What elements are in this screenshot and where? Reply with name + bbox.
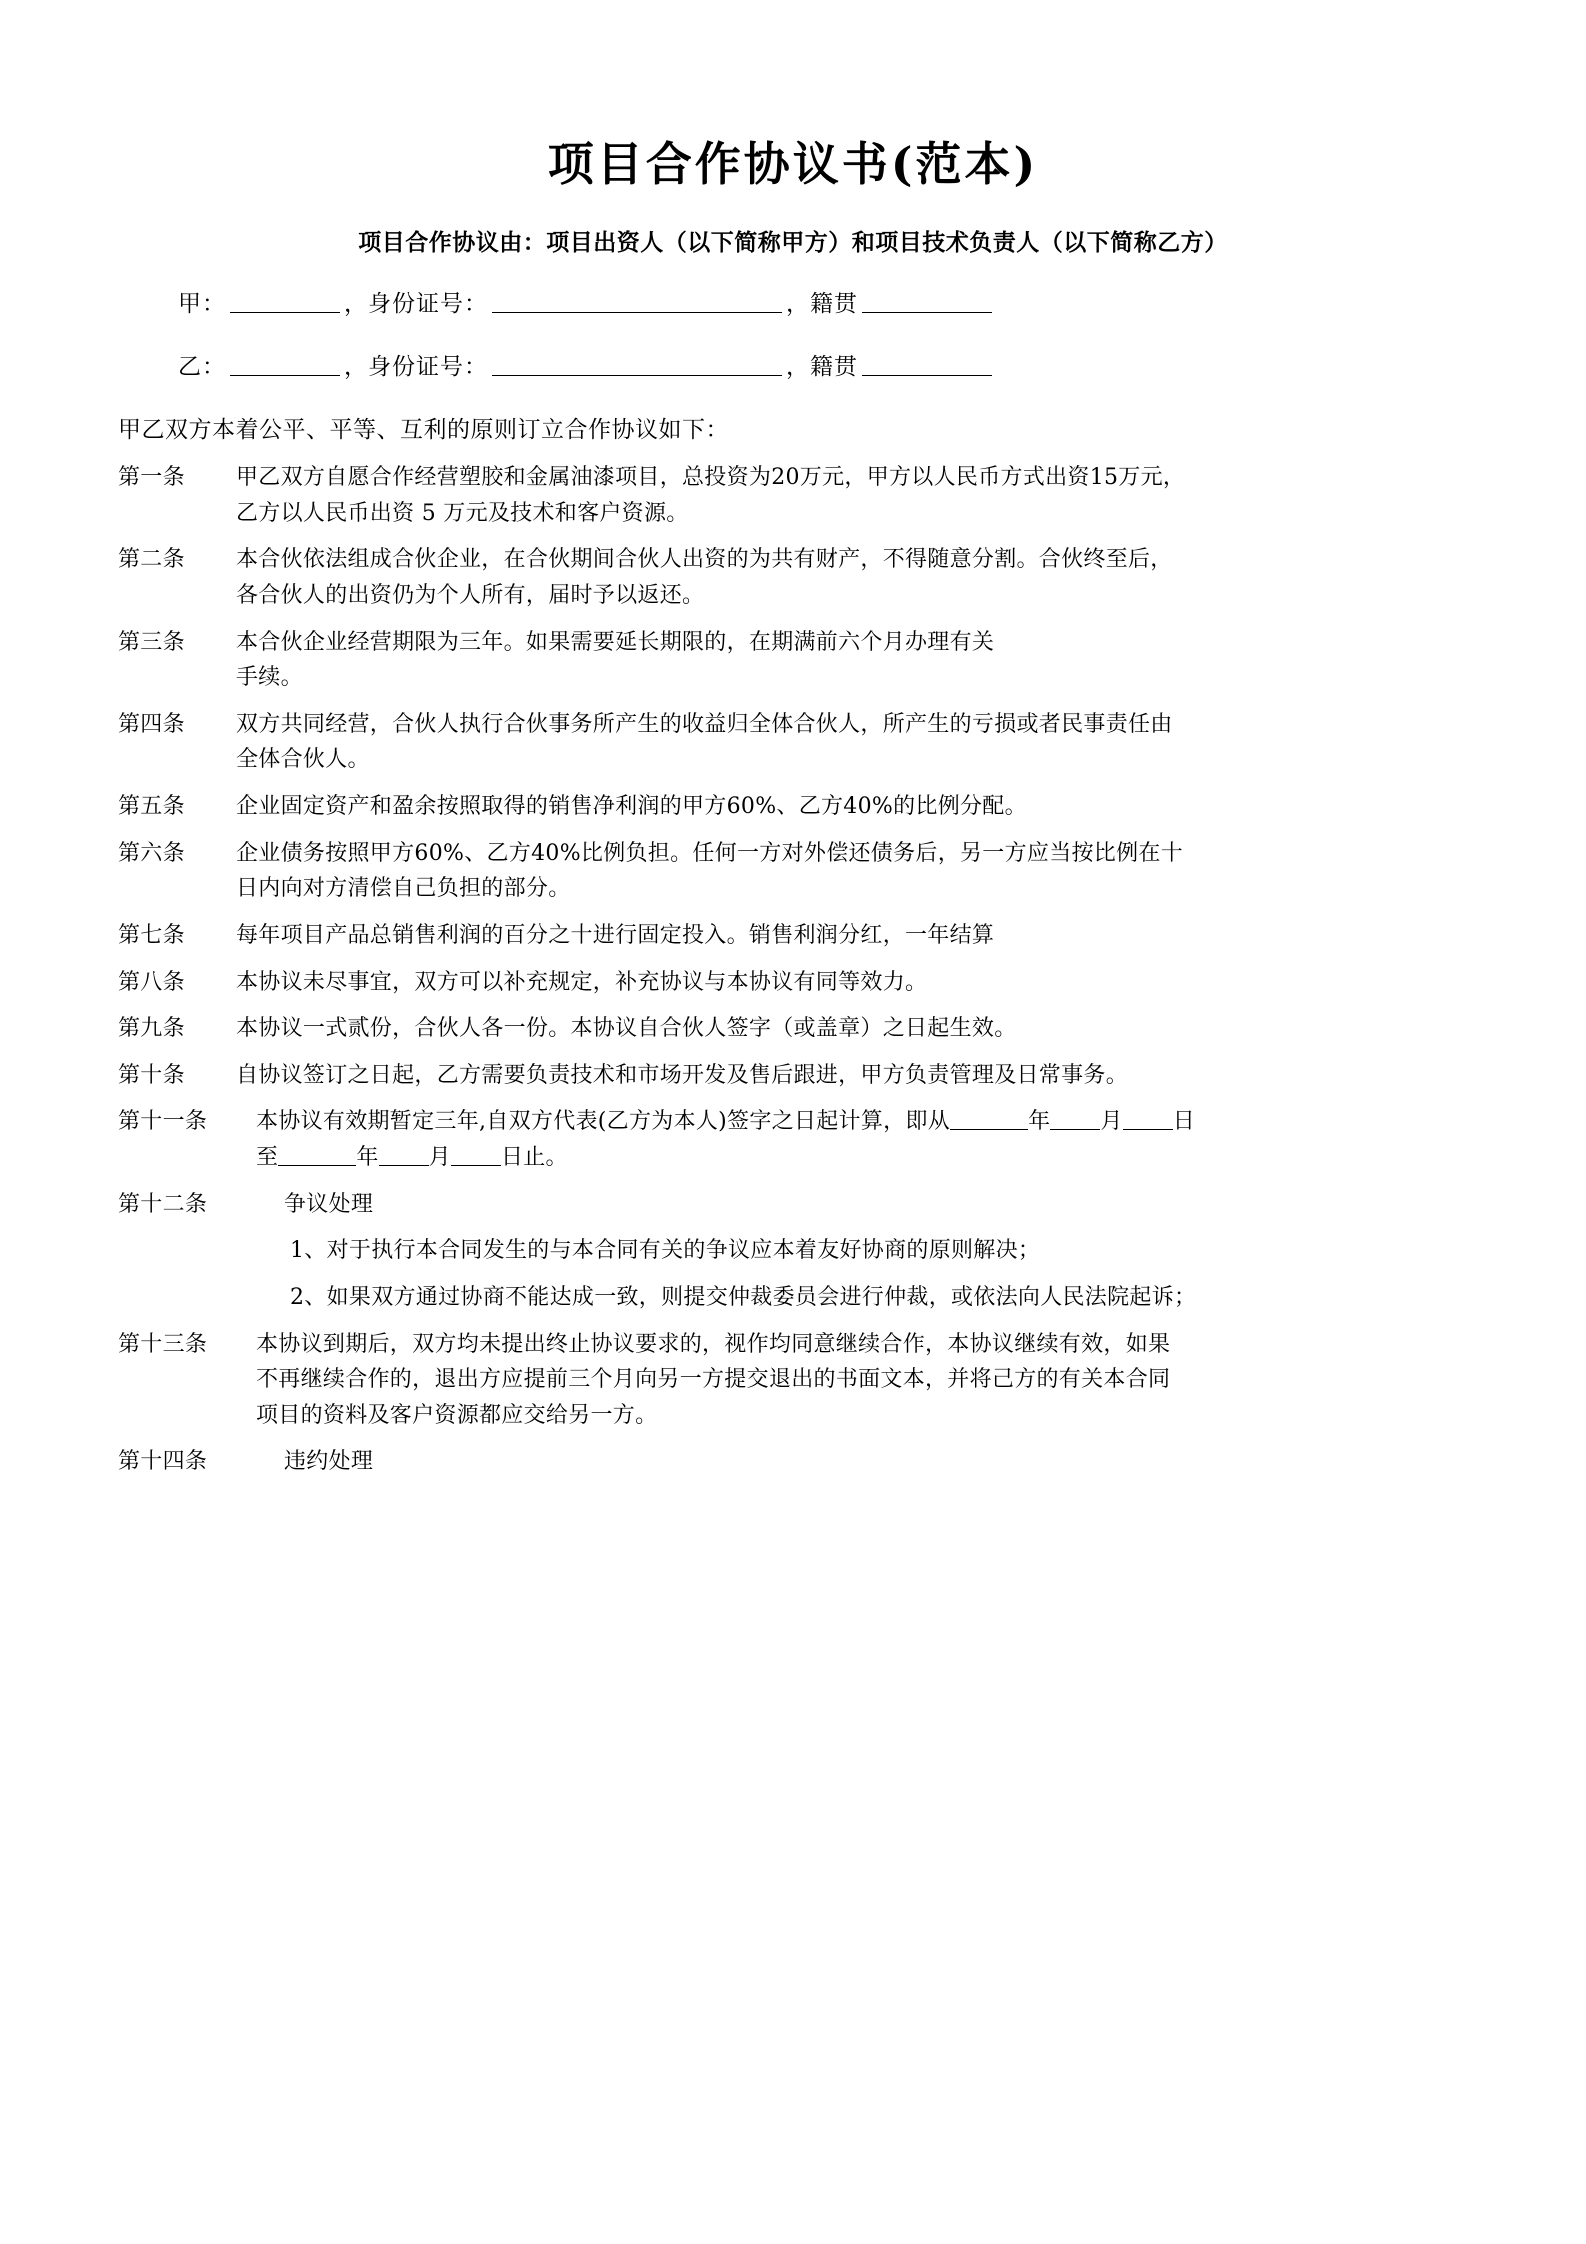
clause-5 [118, 789, 1468, 825]
clause-1-body [236, 460, 1468, 531]
clause-4 [118, 707, 1468, 778]
clause-11-number: 第十一条 [118, 1109, 208, 1135]
party-a-line [118, 285, 1468, 318]
clause-2-body [236, 542, 1468, 613]
party-a-label: 甲： [178, 291, 226, 317]
clause-7-body [236, 918, 1468, 954]
clause-6-line-2: 日内向对方清偿自己负担的部分。 [236, 876, 571, 902]
clause-11-text-start: 本协议有效期暂定三年,自双方代表(乙方为本人)签字之日起计算，即从 [256, 1109, 951, 1135]
clause-3-line-1: 本合伙企业经营期限为三年。如果需要延长期限的，在期满前六个月办理有关 [236, 629, 995, 655]
clause-9 [118, 1011, 1468, 1047]
clause-12-number: 第十二条 [118, 1191, 208, 1217]
party-a-id-blank[interactable] [492, 312, 782, 313]
clause-1-line-1: 甲乙双方自愿合作经营塑胶和金属油漆项目，总投资为20万元，甲方以人民币方式出资15万元， [236, 465, 1186, 490]
party-b-name-blank[interactable] [230, 375, 340, 376]
clause-13 [118, 1327, 1468, 1434]
clause-5-line-1: 企业固定资产和盈余按照取得的销售净利润的甲方60%、乙方40%的比例分配。 [236, 794, 1027, 819]
clause-11-body [256, 1104, 1468, 1175]
clause-13-line-1: 本协议到期后，双方均未提出终止协议要求的，视作均同意继续合作，本协议继续有效，如果 [256, 1331, 1171, 1357]
clause-6-line-1: 企业债务按照甲方60%、乙方40%比例负担。任何一方对外偿还债务后，另一方应当按比例在十 [236, 840, 1183, 866]
subtitle-bold-part: 项目合作协议由： [358, 229, 547, 256]
clause-12-title: 争议处理 [284, 1191, 374, 1217]
clause-12-body [256, 1187, 1468, 1223]
clause-5-body [236, 789, 1468, 825]
party-a-origin-label: ，籍贯 [786, 291, 858, 317]
end-year-blank[interactable] [278, 1165, 356, 1166]
party-a-origin-blank[interactable] [862, 312, 992, 313]
start-month-label: 月 [1100, 1109, 1123, 1135]
clause-4-body [236, 707, 1468, 778]
clause-1-number: 第一条 [118, 465, 185, 490]
clause-10-number: 第十条 [118, 1062, 185, 1088]
end-day-blank[interactable] [451, 1165, 501, 1166]
clause-14-body [256, 1444, 1468, 1480]
start-day-label: 日 [1172, 1109, 1195, 1135]
clause-11-text-until: 至 [256, 1145, 279, 1170]
clause-12-item-2: 2、如果双方通过协商不能达成一致，则提交仲裁委员会进行仲裁，或依法向人民法院起诉； [290, 1284, 1197, 1310]
clause-2-line-2: 各合伙人的出资仍为个人所有，届时予以返还。 [236, 582, 705, 608]
subtitle-rest-part: 项目出资人（以下简称甲方）和项目技术负责人（以下简称乙方） [546, 229, 1228, 256]
party-a-id-label: ，身份证号： [344, 291, 488, 317]
clause-14-number: 第十四条 [118, 1449, 208, 1475]
clause-6-body [236, 836, 1468, 907]
clause-2-line-1: 本合伙依法组成合伙企业，在合伙期间合伙人出资的为共有财产，不得随意分割。合伙终至后， [236, 547, 1173, 573]
clause-1 [118, 460, 1468, 531]
clause-2-number: 第二条 [118, 547, 185, 573]
clause-3 [118, 625, 1468, 696]
clause-13-body [256, 1327, 1468, 1434]
start-day-blank[interactable] [1123, 1129, 1173, 1130]
clause-12 [118, 1187, 1468, 1223]
clause-13-number: 第十三条 [118, 1331, 208, 1357]
clause-10-body [236, 1058, 1468, 1094]
start-year-blank[interactable] [950, 1129, 1028, 1130]
clause-11-line-1 [256, 1104, 1468, 1140]
agreement-intro: 甲乙双方本着公平、平等、互利的原则订立合作协议如下： [118, 417, 729, 443]
clause-11-line-2 [256, 1140, 1468, 1176]
clause-10-line-1: 自协议签订之日起，乙方需要负责技术和市场开发及售后跟进，甲方负责管理及日常事务。 [236, 1062, 1129, 1088]
clause-4-line-1: 双方共同经营，合伙人执行合伙事务所产生的收益归全体合伙人，所产生的亏损或者民事责任由 [236, 711, 1173, 737]
clause-9-number: 第九条 [118, 1016, 185, 1042]
clause-5-number: 第五条 [118, 794, 185, 819]
document-subtitle [118, 224, 1468, 257]
party-b-label: 乙： [178, 354, 226, 380]
clause-6 [118, 836, 1468, 907]
clause-8-number: 第八条 [118, 969, 185, 995]
start-year-label: 年 [1028, 1109, 1051, 1135]
clause-9-line-1: 本协议一式贰份，合伙人各一份。本协议自合伙人签字（或盖章）之日起生效。 [236, 1016, 1017, 1042]
clause-13-line-2: 不再继续合作的，退出方应提前三个月向另一方提交退出的书面文本，并将己方的有关本合同 [256, 1367, 1171, 1393]
clause-7 [118, 918, 1468, 954]
clause-14-title: 违约处理 [284, 1449, 374, 1475]
party-a-name-blank[interactable] [230, 312, 340, 313]
clause-13-line-3: 项目的资料及客户资源都应交给另一方。 [256, 1402, 658, 1428]
clause-2 [118, 542, 1468, 613]
clause-3-number: 第三条 [118, 629, 185, 655]
clause-4-line-2: 全体合伙人。 [236, 747, 370, 773]
party-b-id-blank[interactable] [492, 375, 782, 376]
clause-8-line-1: 本协议未尽事宜，双方可以补充规定，补充协议与本协议有同等效力。 [236, 969, 928, 995]
clause-1-line-2: 乙方以人民币出资 5 万元及技术和客户资源。 [236, 500, 689, 526]
clause-9-body [236, 1011, 1468, 1047]
end-year-label: 年 [356, 1145, 379, 1170]
clause-3-line-2: 手续。 [236, 665, 303, 691]
clause-12-item-1: 1、对于执行本合同发生的与本合同有关的争议应本着友好协商的原则解决； [290, 1238, 1041, 1264]
clause-4-number: 第四条 [118, 711, 185, 737]
party-b-origin-label: ，籍贯 [786, 354, 858, 380]
clause-8 [118, 965, 1468, 1001]
clause-6-number: 第六条 [118, 840, 185, 866]
clause-3-body [236, 625, 1468, 696]
clause-11 [118, 1104, 1468, 1175]
end-day-label: 日止。 [500, 1145, 568, 1170]
clause-8-body [236, 965, 1468, 1001]
party-b-line [118, 348, 1468, 381]
party-b-id-label: ，身份证号： [344, 354, 488, 380]
clause-14 [118, 1444, 1468, 1480]
page-title: 项目合作协议书(范本) [547, 137, 1039, 191]
party-b-origin-blank[interactable] [862, 375, 992, 376]
start-month-blank[interactable] [1050, 1129, 1100, 1130]
end-month-blank[interactable] [379, 1165, 429, 1166]
end-month-label: 月 [428, 1145, 451, 1170]
clause-7-line-1: 每年项目产品总销售利润的百分之十进行固定投入。销售利润分红，一年结算 [236, 922, 995, 948]
clause-10 [118, 1058, 1468, 1094]
clause-7-number: 第七条 [118, 922, 185, 948]
